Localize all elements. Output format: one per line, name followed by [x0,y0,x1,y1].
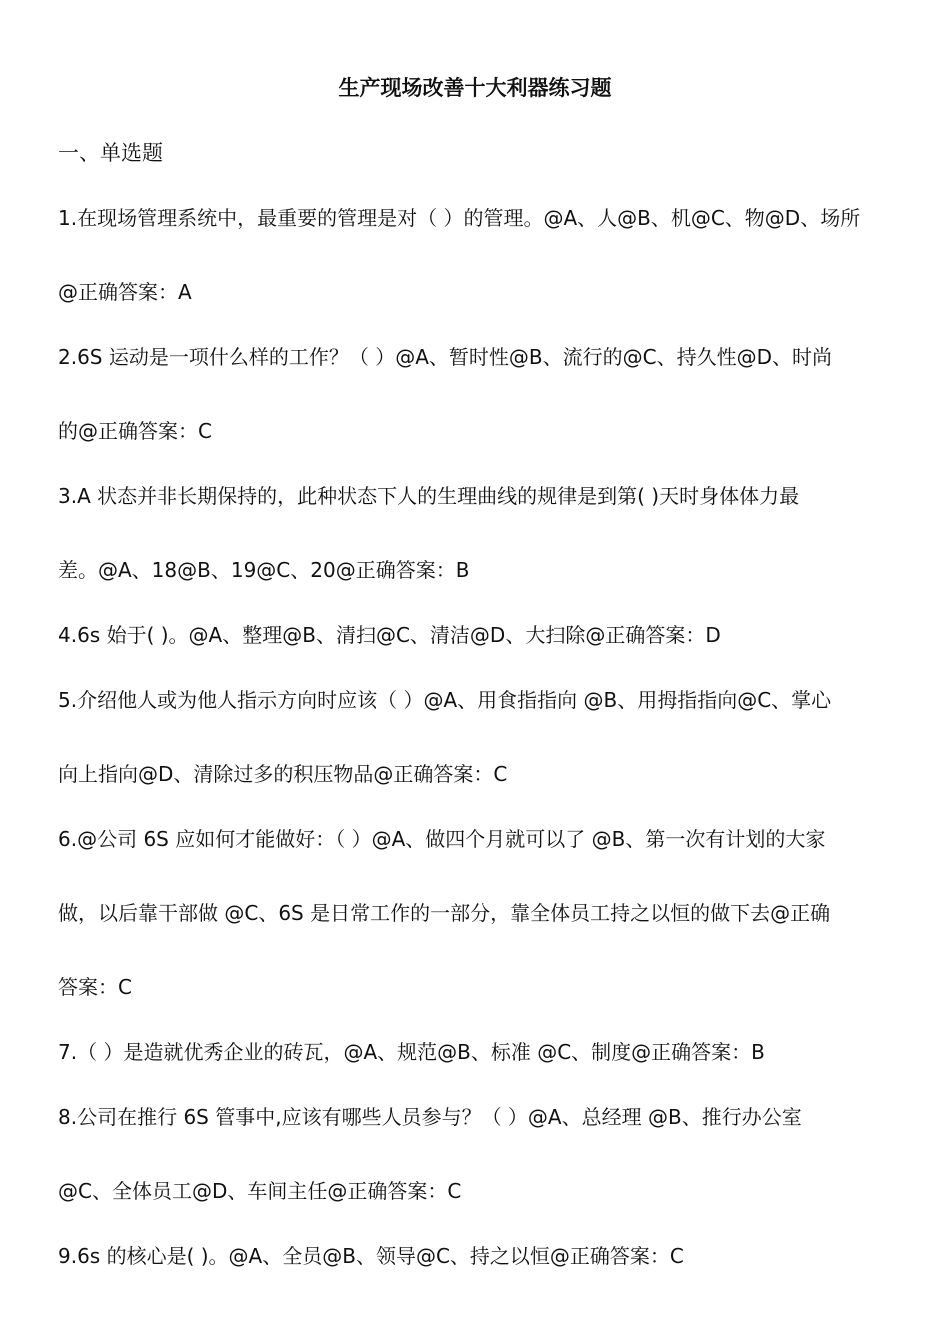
document-title: 生产现场改善十大利器练习题 [338,76,612,100]
question-line: @C、全体员工@D、车间主任@正确答案：C [58,1179,462,1203]
question-line: 6.@公司 6S 应如何才能做好：（ ）@A、做四个月就可以了 @B、第一次有计划的大家 [58,827,826,851]
question-line: 5.介绍他人或为他人指示方向时应该（ ）@A、用食指指向 @B、用拇指指向@C、掌心 [58,688,832,712]
question-line: @正确答案：A [58,280,192,304]
question-line: 做，以后靠干部做 @C、6S 是日常工作的一部分，靠全体员工持之以恒的做下去@正确 [58,901,831,925]
question-line: 7.（ ）是造就优秀企业的砖瓦，@A、规范@B、标准 @C、制度@正确答案：B [58,1040,765,1064]
question-line: 4.6s 始于( )。@A、整理@B、清扫@C、清洁@D、大扫除@正确答案：D [58,623,721,647]
question-line: 9.6s 的核心是( )。@A、全员@B、领导@C、持之以恒@正确答案：C [58,1244,684,1268]
question-line: 3.A 状态并非长期保持的，此种状态下人的生理曲线的规律是到第( )天时身体体力最 [58,484,800,508]
question-line: 差。@A、18@B、19@C、20@正确答案：B [58,558,470,582]
question-line: 答案：C [58,975,132,999]
section-heading: 一、单选题 [58,141,163,165]
question-line: 向上指向@D、清除过多的积压物品@正确答案：C [58,762,508,786]
question-line: 8.公司在推行 6S 管事中,应该有哪些人员参与？（ ）@A、总经理 @B、推行办公室 [58,1105,802,1129]
question-line: 1.在现场管理系统中，最重要的管理是对（ ）的管理。@A、人@B、机@C、物@D、场所 [58,206,861,230]
question-line: 2.6S 运动是一项什么样的工作？（ ）@A、暂时性@B、流行的@C、持久性@D、时尚 [58,345,832,369]
question-line: 的@正确答案：C [58,419,212,443]
